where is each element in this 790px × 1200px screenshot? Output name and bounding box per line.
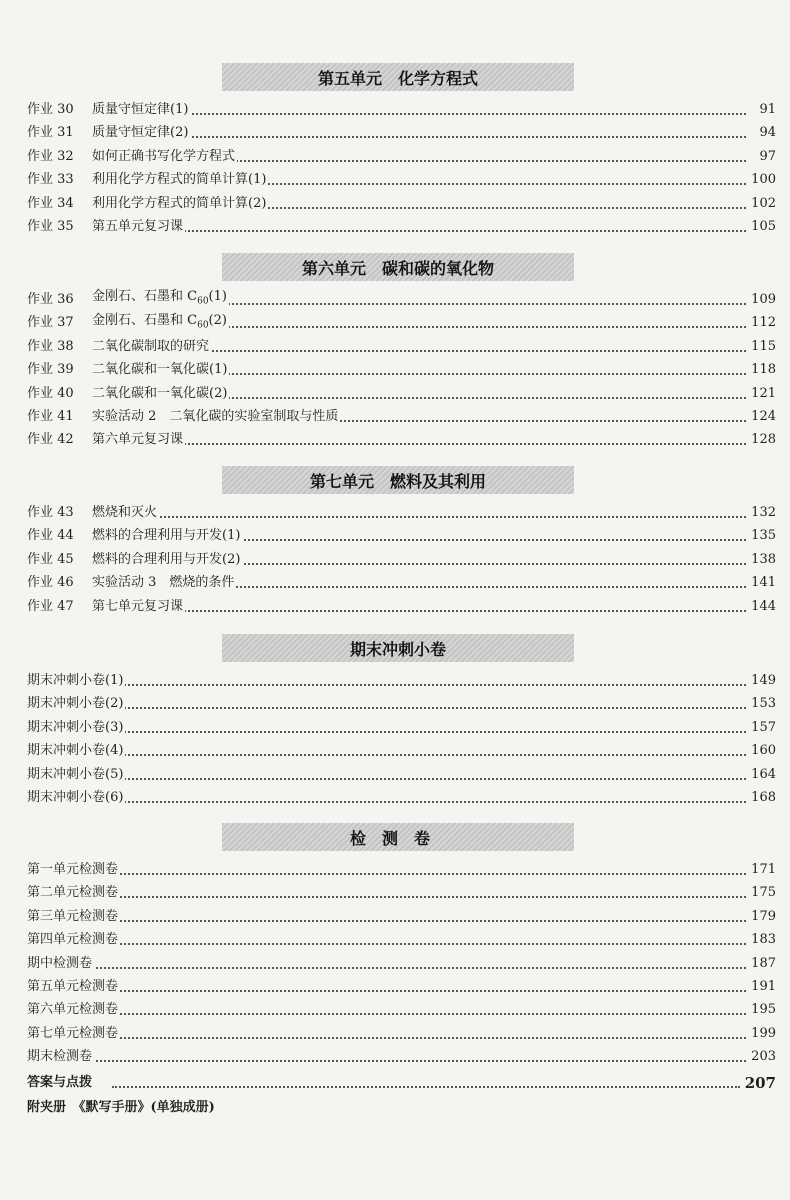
- entry-page-number: 203: [747, 1045, 776, 1068]
- toc-section: [0, 823, 790, 1069]
- answers-page: 207: [744, 1074, 776, 1092]
- entry-title-text: 如何正确书写化学方程式: [92, 148, 236, 164]
- entry-title: [92, 145, 237, 168]
- toc-entry[interactable]: [0, 335, 790, 358]
- dot-leader: [27, 990, 746, 992]
- homework-number: 作业 31: [27, 125, 74, 141]
- entry-page-number: 94: [755, 121, 776, 144]
- entry-title: [92, 168, 268, 191]
- homework-number: 作业 35: [27, 218, 74, 234]
- section-header-label: 检测卷: [349, 828, 446, 848]
- entry-title: [92, 571, 236, 594]
- entry-title: [92, 428, 185, 451]
- entry-page-number: 132: [747, 501, 776, 524]
- entry-page-number: 112: [747, 311, 776, 334]
- toc-entry[interactable]: [0, 881, 790, 904]
- entry-title: [27, 905, 120, 928]
- homework-number: 作业 37: [27, 315, 74, 331]
- dot-leader: [27, 1037, 746, 1039]
- answers-row[interactable]: [0, 1072, 790, 1094]
- entry-title: [27, 786, 125, 809]
- entry-title: [27, 881, 120, 904]
- toc-entry[interactable]: [0, 716, 790, 739]
- entry-title-text: 第六单元检测卷: [27, 1002, 119, 1018]
- entry-title: [92, 382, 229, 405]
- entry-page-number: 121: [747, 382, 776, 405]
- toc-entry[interactable]: [0, 358, 790, 381]
- entry-title-text: 期末冲刺小卷(1): [27, 672, 124, 688]
- entry-title-text: 期末冲刺小卷(6): [27, 789, 124, 805]
- dot-leader: [27, 967, 746, 969]
- entry-title: [27, 692, 125, 715]
- entry-title: [92, 501, 159, 524]
- entry-page-number: 102: [747, 192, 776, 215]
- dot-leader: [27, 1060, 746, 1062]
- entry-title-text: 第二单元检测卷: [27, 885, 119, 901]
- entry-title: [92, 98, 190, 121]
- toc-section: [0, 63, 790, 238]
- entry-page-number: 195: [747, 998, 776, 1021]
- entry-title: [27, 928, 120, 951]
- entry-title: [92, 192, 268, 215]
- entry-title: [27, 763, 125, 786]
- entry-page-number: 138: [747, 548, 776, 571]
- dot-leader: [27, 896, 746, 898]
- attachment-row: [0, 1097, 790, 1119]
- entry-page-number: 160: [747, 739, 776, 762]
- homework-number: 作业 33: [27, 172, 74, 188]
- toc-entry[interactable]: [0, 858, 790, 881]
- dot-leader: [27, 684, 746, 686]
- entry-title-subscript: 60: [197, 320, 209, 331]
- entry-title: [27, 669, 125, 692]
- dot-leader: [92, 610, 746, 612]
- entry-title-text: 燃料的合理利用与开发(1): [92, 528, 241, 544]
- toc-entry[interactable]: [0, 405, 790, 428]
- section-header: [222, 466, 574, 494]
- toc-entry[interactable]: [0, 763, 790, 786]
- toc-entry[interactable]: [0, 168, 790, 191]
- entry-page-number: 183: [747, 928, 776, 951]
- entry-title: [92, 309, 229, 338]
- dot-leader: [27, 920, 746, 922]
- dot-leader: [92, 443, 746, 445]
- homework-number: 作业 34: [27, 195, 74, 211]
- entry-title-text: 第四单元检测卷: [27, 932, 119, 948]
- entry-title-text: 二氧化碳和一氧化碳(2): [92, 385, 228, 401]
- entry-title-text: 二氧化碳制取的研究: [92, 338, 210, 354]
- toc-entry[interactable]: [0, 975, 790, 998]
- section-header: [222, 253, 574, 281]
- entry-page-number: 100: [747, 168, 776, 191]
- entry-title-text: 期末冲刺小卷(4): [27, 743, 124, 759]
- entry-title: [92, 121, 190, 144]
- entry-page-number: 97: [755, 145, 776, 168]
- toc-entry[interactable]: [0, 192, 790, 215]
- section-header-label: 第六单元 碳和碳的氧化物: [301, 258, 494, 278]
- dot-leader: [27, 778, 746, 780]
- toc-entry[interactable]: [0, 524, 790, 547]
- entry-page-number: 179: [747, 905, 776, 928]
- entry-title-suffix: (1): [208, 289, 227, 305]
- toc-entry[interactable]: [0, 571, 790, 594]
- homework-number: 作业 30: [27, 101, 74, 117]
- toc-entry[interactable]: [0, 669, 790, 692]
- section-entries: [0, 98, 790, 238]
- toc-entry[interactable]: [0, 1045, 790, 1068]
- homework-number: 作业 32: [27, 148, 74, 164]
- dot-leader: [27, 943, 746, 945]
- homework-number: 作业 46: [27, 575, 74, 591]
- dot-leader: [27, 707, 746, 709]
- entry-page-number: 135: [747, 524, 776, 547]
- entry-page-number: 171: [747, 858, 776, 881]
- toc-entry[interactable]: [0, 548, 790, 571]
- homework-number: 作业 39: [27, 362, 74, 378]
- homework-number: 作业 41: [27, 408, 74, 424]
- entry-title: [27, 739, 125, 762]
- answers-title: 答案与点拨: [27, 1075, 93, 1090]
- section-entries: [0, 501, 790, 618]
- homework-number: 作业 44: [27, 528, 74, 544]
- entry-page-number: 115: [747, 335, 776, 358]
- toc-entry[interactable]: [0, 311, 790, 334]
- homework-number: 作业 40: [27, 385, 74, 401]
- entry-title-text: 期末冲刺小卷(3): [27, 719, 124, 735]
- attachment-title: 附夹册 《默写手册》(单独成册): [27, 1100, 215, 1115]
- entry-title: [27, 858, 120, 881]
- entry-title-text: 金刚石、石墨和 C: [92, 289, 198, 305]
- entry-title-text: 利用化学方程式的简单计算(1): [92, 172, 267, 188]
- entry-title: [27, 952, 94, 975]
- entry-title-text: 期末冲刺小卷(2): [27, 696, 124, 712]
- homework-number: 作业 47: [27, 598, 74, 614]
- toc-entry[interactable]: [0, 501, 790, 524]
- homework-number: 作业 42: [27, 432, 74, 448]
- entry-title-text: 期末检测卷: [27, 1049, 93, 1065]
- entry-page-number: 149: [747, 669, 776, 692]
- entry-title-subscript: 60: [197, 296, 209, 307]
- entry-page-number: 191: [747, 975, 776, 998]
- entry-page-number: 91: [755, 98, 776, 121]
- homework-number: 作业 38: [27, 338, 74, 354]
- toc-section: [0, 253, 790, 452]
- entry-title-text: 第五单元检测卷: [27, 978, 119, 994]
- toc-entry[interactable]: [0, 739, 790, 762]
- entry-page-number: 128: [747, 428, 776, 451]
- entry-title: [92, 595, 185, 618]
- entry-title-text: 金刚石、石墨和 C: [92, 312, 198, 328]
- entry-title-text: 燃料的合理利用与开发(2): [92, 551, 241, 567]
- entry-title-text: 第六单元复习课: [92, 432, 184, 448]
- entry-title-text: 期中检测卷: [27, 955, 93, 971]
- entry-title-text: 第三单元检测卷: [27, 908, 119, 924]
- entry-title-text: 燃烧和灭火: [92, 504, 158, 520]
- entry-title: [92, 524, 242, 547]
- entry-page-number: 153: [747, 692, 776, 715]
- entry-page-number: 168: [747, 786, 776, 809]
- entry-title-text: 第五单元复习课: [92, 218, 184, 234]
- entry-title-text: 第七单元复习课: [92, 598, 184, 614]
- homework-number: 作业 43: [27, 504, 74, 520]
- toc-entry[interactable]: [0, 121, 790, 144]
- entry-title-text: 实验活动 3 燃烧的条件: [92, 575, 235, 591]
- entry-title-text: 质量守恒定律(1): [92, 101, 189, 117]
- entry-page-number: 118: [747, 358, 776, 381]
- dot-leader: [27, 731, 746, 733]
- section-entries: [0, 669, 790, 809]
- entry-page-number: 124: [747, 405, 776, 428]
- entry-page-number: 199: [747, 1022, 776, 1045]
- toc-entry[interactable]: [0, 952, 790, 975]
- entry-page-number: 105: [747, 215, 776, 238]
- entry-title: [92, 335, 211, 358]
- toc-section: [0, 634, 790, 809]
- dot-leader: [92, 230, 746, 232]
- entry-title: [27, 998, 120, 1021]
- toc-entry[interactable]: [0, 692, 790, 715]
- entry-title-suffix: (2): [208, 312, 227, 328]
- entry-title: [27, 1022, 120, 1045]
- entry-page-number: 175: [747, 881, 776, 904]
- section-entries: [0, 858, 790, 1069]
- toc-entry[interactable]: [0, 786, 790, 809]
- answers-leader: [112, 1086, 740, 1088]
- entry-title: [27, 975, 120, 998]
- toc-entry[interactable]: [0, 382, 790, 405]
- toc-entry[interactable]: [0, 595, 790, 618]
- section-entries: [0, 288, 790, 452]
- section-header: [222, 823, 574, 851]
- toc-entry[interactable]: [0, 998, 790, 1021]
- toc-section: [0, 466, 790, 618]
- homework-number: 作业 36: [27, 291, 74, 307]
- dot-leader: [27, 873, 746, 875]
- entry-page-number: 164: [747, 763, 776, 786]
- entry-title: [92, 215, 185, 238]
- dot-leader: [27, 1013, 746, 1015]
- section-header: [222, 63, 574, 91]
- entry-title-text: 第一单元检测卷: [27, 861, 119, 877]
- entry-title-text: 实验活动 2 二氧化碳的实验室制取与性质: [92, 408, 339, 424]
- entry-title: [92, 358, 229, 381]
- toc-entry[interactable]: [0, 215, 790, 238]
- entry-title: [27, 1045, 94, 1068]
- section-header: [222, 634, 574, 662]
- entry-page-number: 109: [747, 288, 776, 311]
- dot-leader: [27, 754, 746, 756]
- entry-page-number: 187: [747, 952, 776, 975]
- entry-title-text: 二氧化碳和一氧化碳(1): [92, 362, 228, 378]
- toc-entry[interactable]: [0, 98, 790, 121]
- entry-title: [92, 405, 340, 428]
- entry-title-text: 利用化学方程式的简单计算(2): [92, 195, 267, 211]
- entry-title-text: 第七单元检测卷: [27, 1025, 119, 1041]
- toc-entry[interactable]: [0, 905, 790, 928]
- dot-leader: [27, 801, 746, 803]
- toc-entry[interactable]: [0, 1022, 790, 1045]
- dot-leader: [92, 516, 746, 518]
- entry-title-text: 质量守恒定律(2): [92, 125, 189, 141]
- toc-entry[interactable]: [0, 928, 790, 951]
- section-header-label: 期末冲刺小卷: [349, 639, 446, 659]
- entry-title: [27, 716, 125, 739]
- entry-page-number: 157: [747, 716, 776, 739]
- entry-page-number: 144: [747, 595, 776, 618]
- homework-number: 作业 45: [27, 551, 74, 567]
- entry-title: [92, 548, 242, 571]
- section-header-label: 第五单元 化学方程式: [317, 68, 478, 88]
- entry-page-number: 141: [747, 571, 776, 594]
- section-header-label: 第七单元 燃料及其利用: [309, 471, 486, 491]
- entry-title-text: 期末冲刺小卷(5): [27, 766, 124, 782]
- toc-entry[interactable]: [0, 428, 790, 451]
- toc-entry[interactable]: [0, 145, 790, 168]
